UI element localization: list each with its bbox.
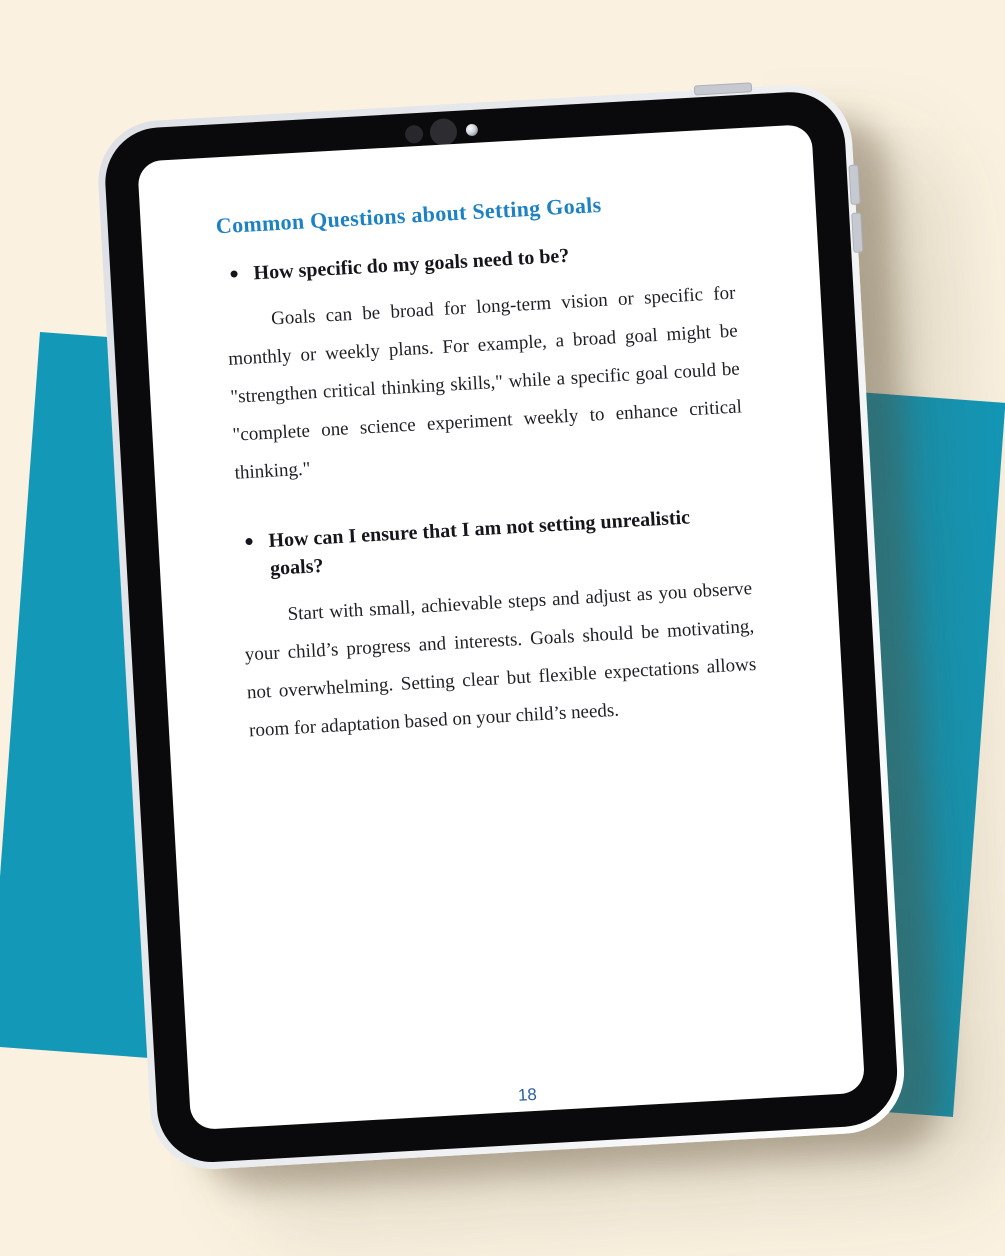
power-button [694, 82, 752, 95]
tablet-screen[interactable] [137, 124, 865, 1130]
volume-up-button [848, 164, 860, 204]
answer-paragraph: Start with small, achievable steps and adjust as you observe your child’s progress and interests. Goals should be motivating, not overwhelming. Setting clear but flexible expectations allows room for adaptation based on your child’s needs. [244, 578, 757, 742]
tablet-device [95, 82, 907, 1173]
question-heading [238, 500, 750, 584]
document-page [137, 124, 865, 1130]
answer-paragraph: Goals can be broad for long-term vision or specific for monthly or weekly plans. For example, a broad goal might be "strengthen critical thinking skills," while a specific goal could be "complete one science experiment weekly to enhance critical thinking." [227, 282, 743, 484]
front-camera-icon [429, 118, 457, 146]
camera-lens-icon [466, 124, 479, 137]
volume-down-button [851, 212, 863, 252]
qa-item [223, 233, 745, 493]
bullet-icon [245, 538, 252, 545]
question-text: How specific do my goals need to be? [252, 244, 570, 285]
question-text: How can I ensure that I am not setting unrealistic goals? [267, 506, 691, 580]
page-title: Common Questions about Setting Goals [215, 191, 603, 239]
qa-item [238, 500, 760, 750]
bullet-icon [230, 270, 237, 277]
ir-sensor-icon [405, 125, 424, 144]
page-number: 18 [517, 1084, 538, 1105]
